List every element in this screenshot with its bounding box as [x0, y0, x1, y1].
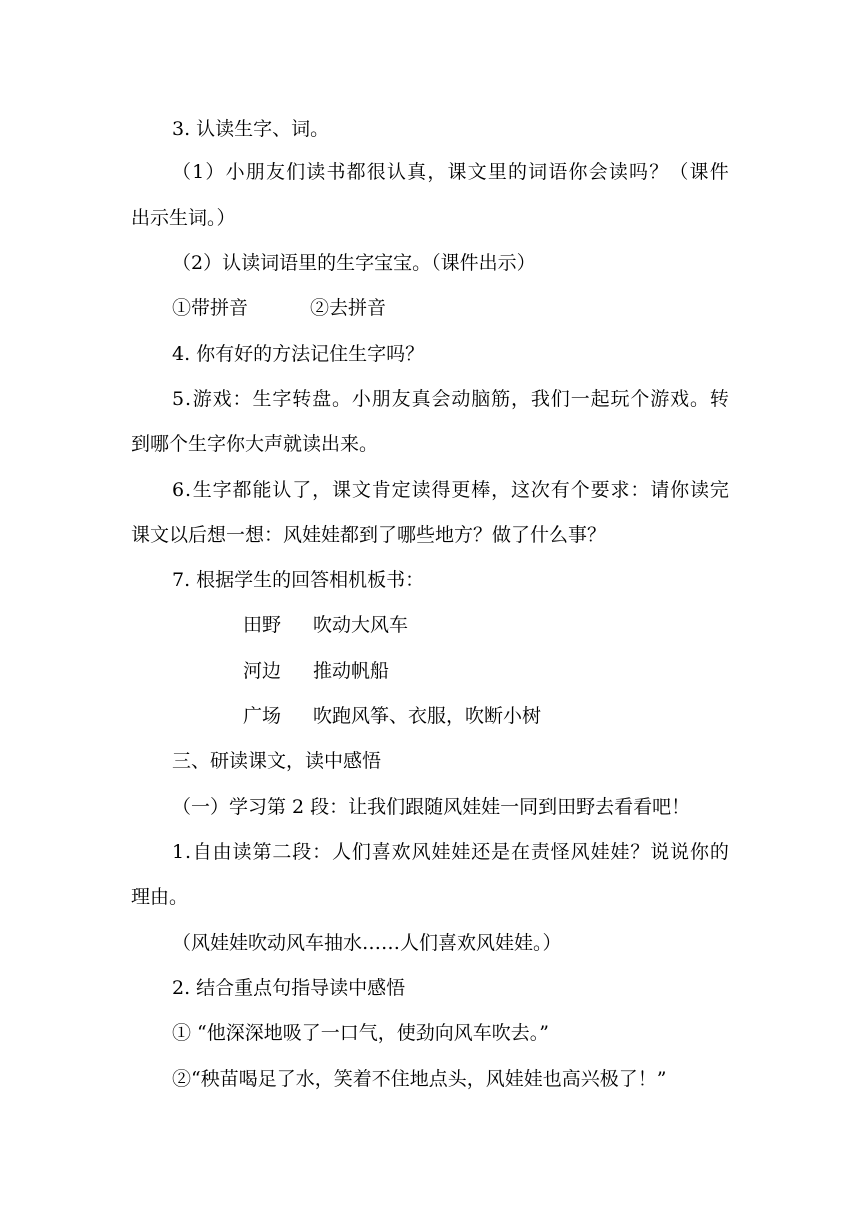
question-1-line-1: 1 . 自 由 读 第 二 段 ： 人 们 喜 欢 风 娃 娃 还 是 在 责 怪 风 娃 娃 ？ 说 说 你 的: [172, 841, 729, 863]
board-place: 田野: [243, 614, 282, 636]
board-place: 广场: [243, 705, 282, 727]
step-6-line-1: 6 . 生 字 都 能 认 了 ， 课 文 肯 定 读 得 更 棒 ， 这 次 有 个 要 求 ： 请 你 读 完: [172, 479, 729, 501]
option-with-pinyin: ①带拼音: [172, 297, 249, 319]
question-2: 2. 结合重点句指导读中感悟: [172, 977, 406, 999]
board-action: 推动帆船: [313, 660, 390, 682]
step-5-line-2: 到哪个生字你大声就读出来。: [131, 433, 379, 455]
step-3-item-2: （2）认读词语里的生字宝宝。（课件出示）: [172, 252, 536, 274]
step-4: 4. 你有好的方法记住生字吗？: [172, 343, 425, 365]
key-sentence-2: ②“秧苗喝足了水，笑着不住地点头，风娃娃也高兴极了！”: [172, 1068, 667, 1090]
step-3-item-1-line-1: （ 1 ） 小 朋 友 们 读 书 都 很 认 真 ， 课 文 里 的 词 语 你 会 读 吗 ？ （ 课 件: [172, 161, 729, 183]
board-action: 吹跑风筝、衣服，吹断小树: [313, 705, 542, 727]
board-place: 河边: [243, 660, 282, 682]
step-3-heading: 3. 认读生字、词。: [172, 118, 330, 140]
answer-note: （风娃娃吹动风车抽水……人们喜欢风娃娃。）: [172, 932, 562, 954]
step-7: 7. 根据学生的回答相机板书：: [172, 569, 425, 591]
question-1-line-2: 理由。: [131, 886, 189, 908]
key-sentence-1: ① “他深深地吸了一口气，使劲向风车吹去。”: [172, 1022, 549, 1044]
subsection-1-heading: （一）学习第 2 段：让我们跟随风娃娃一同到田野去看看吧！: [172, 796, 691, 818]
option-without-pinyin: ②去拼音: [310, 297, 387, 319]
step-3-item-1-line-2: 出示生词。）: [131, 207, 236, 229]
step-6-line-2: 课文以后想一想：风娃娃都到了哪些地方？做了什么事？: [131, 524, 607, 546]
section-3-heading: 三、研读课文，读中感悟: [172, 750, 382, 772]
step-5-line-1: 5 . 游 戏 ： 生 字 转 盘 。 小 朋 友 真 会 动 脑 筋 ， 我 们 一 起 玩 个 游 戏 。 转: [172, 388, 729, 410]
board-action: 吹动大风车: [313, 614, 409, 636]
